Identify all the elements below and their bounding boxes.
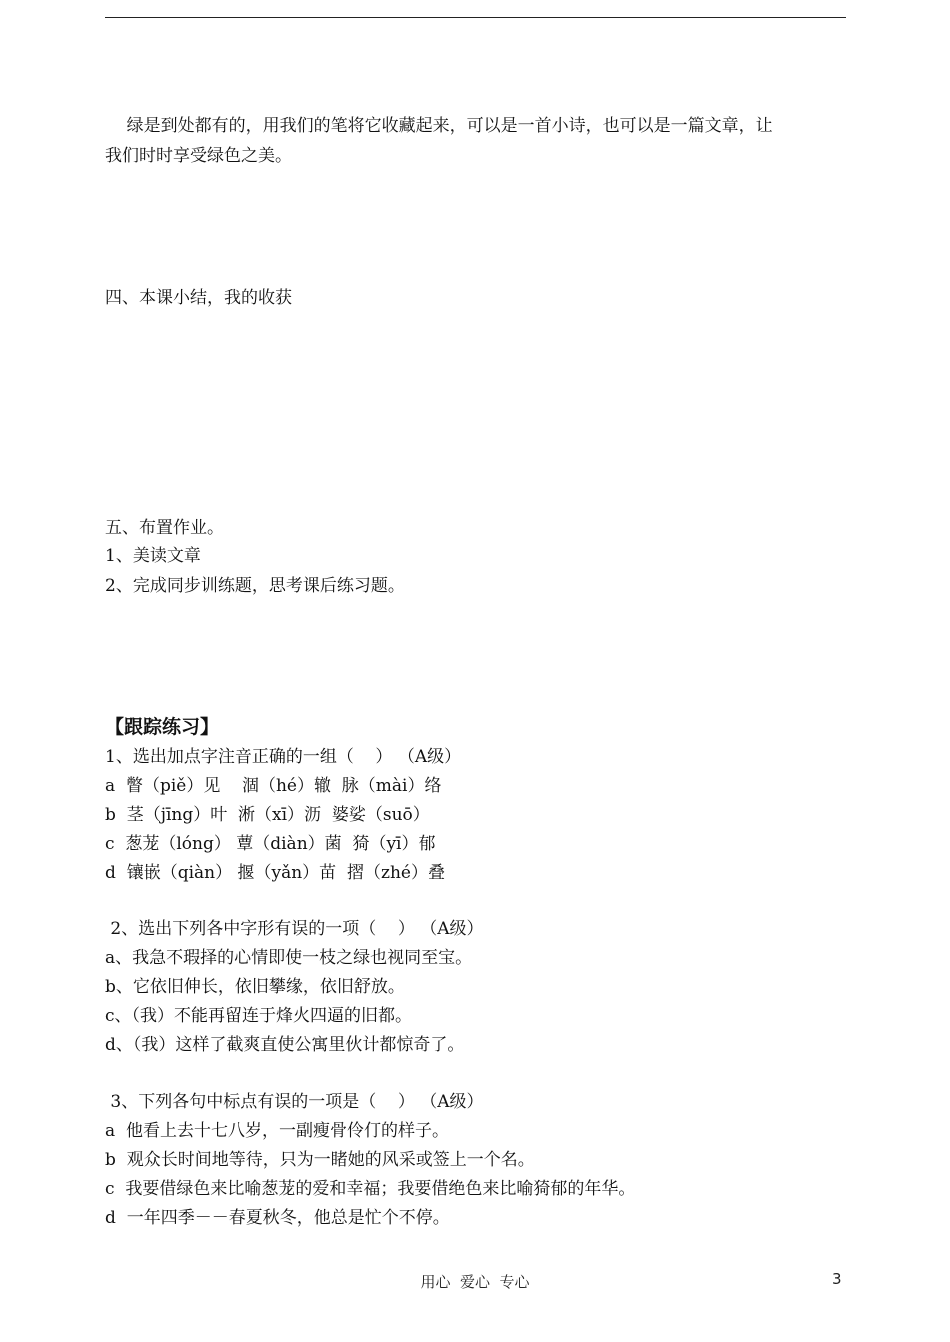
question-3-option-a: a 他看上去十七八岁，一副瘦骨伶仃的样子。 [105, 1121, 449, 1141]
intro-paragraph-line-1: 绿是到处都有的，用我们的笔将它收藏起来，可以是一首小诗，也可以是一篇文章，让 [105, 116, 773, 136]
question-1-option-d: d 镶嵌（qiàn） 揠（yǎn）苗 摺（zhé）叠 [105, 863, 445, 883]
intro-paragraph-line-2: 我们时时享受绿色之美。 [105, 146, 292, 166]
question-3-option-b: b 观众长时间地等待，只为一睹她的风采或签上一个名。 [105, 1150, 535, 1170]
page-number: 3 [832, 1270, 842, 1288]
question-2-option-b: b、它依旧伸长，依旧攀缘，依旧舒放。 [105, 977, 405, 997]
question-2-option-a: a、我急不瑕择的心情即使一枝之绿也视同至宝。 [105, 948, 473, 968]
footer-motto: 用心 爱心 专心 [420, 1273, 530, 1291]
question-3-option-c: c 我要借绿色来比喻葱茏的爱和幸福；我要借绝色来比喻猗郁的年华。 [105, 1179, 636, 1199]
header-rule [105, 17, 846, 18]
question-2-option-d: d、（我）这样了截爽直使公寓里伙计都惊奇了。 [105, 1035, 465, 1055]
practice-title: 【跟踪练习】 [105, 716, 220, 738]
homework-item-2: 2、完成同步训练题，思考课后练习题。 [105, 576, 405, 596]
homework-item-1: 1、美读文章 [105, 546, 201, 566]
question-1-option-a: a 瞥（piě）见 涸（hé）辙 脉（mài）络 [105, 776, 442, 796]
question-2-stem: 2、选出下列各中字形有误的一项（ ） （A级） [105, 919, 484, 939]
section-4-heading: 四、本课小结，我的收获 [105, 288, 292, 308]
section-5-heading: 五、布置作业。 [105, 518, 224, 538]
question-2-option-c: c、（我）不能再留连于烽火四逼的旧都。 [105, 1006, 413, 1026]
question-1-stem: 1、选出加点字注音正确的一组（ ） （A级） [105, 747, 462, 767]
question-3-stem: 3、下列各句中标点有误的一项是（ ） （A级） [105, 1092, 484, 1112]
question-1-option-b: b 茎（jīng）叶 淅（xī）沥 婆娑（suō） [105, 805, 430, 825]
question-3-option-d: d 一年四季－－春夏秋冬，他总是忙个不停。 [105, 1208, 450, 1228]
question-1-option-c: c 葱茏（lóng） 蕈（diàn）菌 猗（yī）郁 [105, 834, 436, 854]
